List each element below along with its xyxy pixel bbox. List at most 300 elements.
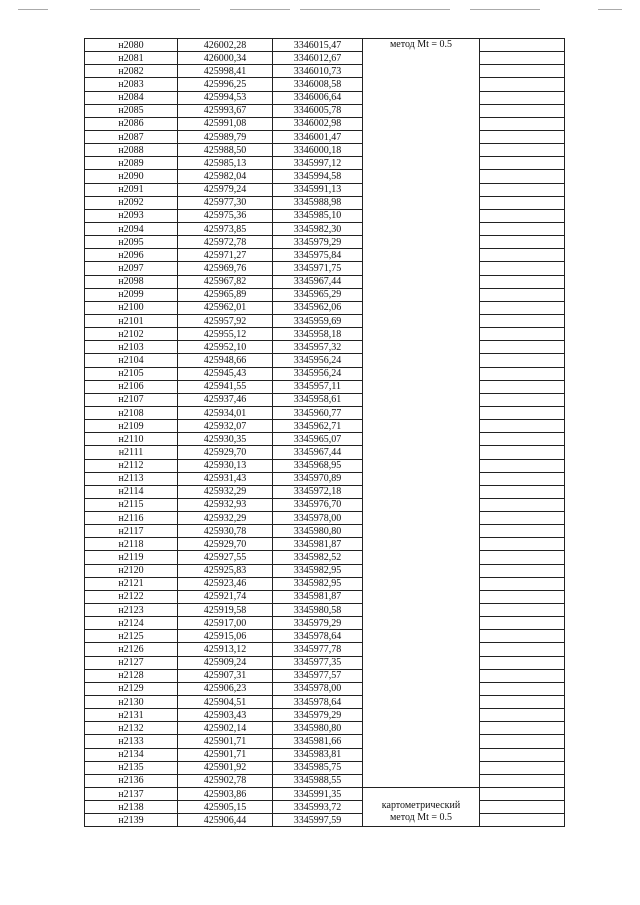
empty-cell <box>480 801 565 814</box>
y-coordinate-cell: 3346005,78 <box>273 104 363 117</box>
x-coordinate-cell: 425934,01 <box>178 406 273 419</box>
empty-cell <box>480 459 565 472</box>
y-coordinate-cell: 3346015,47 <box>273 39 363 52</box>
table-row <box>85 735 565 748</box>
y-coordinate-cell: 3345982,95 <box>273 577 363 590</box>
method-bottom-line2: метод Mt = 0.5 <box>389 812 453 824</box>
empty-cell <box>480 525 565 538</box>
empty-cell <box>480 367 565 380</box>
x-coordinate-cell: 425972,78 <box>178 236 273 249</box>
x-coordinate-cell: 425905,15 <box>178 801 273 814</box>
coordinates-table-body <box>85 39 565 827</box>
x-coordinate-cell: 425929,70 <box>178 538 273 551</box>
y-coordinate-cell: 3345991,35 <box>273 788 363 801</box>
point-name-cell: н2111 <box>85 446 178 459</box>
x-coordinate-cell: 426000,34 <box>178 52 273 65</box>
empty-cell <box>480 590 565 603</box>
table-row <box>85 485 565 498</box>
table-row <box>85 117 565 130</box>
x-coordinate-cell: 425973,85 <box>178 222 273 235</box>
x-coordinate-cell: 425917,00 <box>178 617 273 630</box>
empty-cell <box>480 814 565 827</box>
table-row <box>85 170 565 183</box>
point-name-cell: н2130 <box>85 696 178 709</box>
table-row <box>85 446 565 459</box>
empty-cell <box>480 682 565 695</box>
table-row <box>85 643 565 656</box>
point-name-cell: н2093 <box>85 209 178 222</box>
x-coordinate-cell: 425925,83 <box>178 564 273 577</box>
empty-cell <box>480 301 565 314</box>
point-name-cell: н2095 <box>85 236 178 249</box>
y-coordinate-cell: 3345967,44 <box>273 275 363 288</box>
empty-cell <box>480 275 565 288</box>
y-coordinate-cell: 3345981,66 <box>273 735 363 748</box>
x-coordinate-cell: 425969,76 <box>178 262 273 275</box>
empty-cell <box>480 788 565 801</box>
y-coordinate-cell: 3345982,52 <box>273 551 363 564</box>
x-coordinate-cell: 425931,43 <box>178 472 273 485</box>
empty-cell <box>480 39 565 52</box>
y-coordinate-cell: 3345988,55 <box>273 774 363 787</box>
point-name-cell: н2110 <box>85 433 178 446</box>
y-coordinate-cell: 3345970,89 <box>273 472 363 485</box>
x-coordinate-cell: 425930,35 <box>178 433 273 446</box>
x-coordinate-cell: 425901,92 <box>178 761 273 774</box>
y-coordinate-cell: 3345997,12 <box>273 157 363 170</box>
point-name-cell: н2134 <box>85 748 178 761</box>
point-name-cell: н2124 <box>85 617 178 630</box>
table-row <box>85 788 565 801</box>
empty-cell <box>480 104 565 117</box>
x-coordinate-cell: 425907,31 <box>178 669 273 682</box>
empty-cell <box>480 393 565 406</box>
x-coordinate-cell: 425988,50 <box>178 144 273 157</box>
point-name-cell: н2099 <box>85 288 178 301</box>
empty-cell <box>480 406 565 419</box>
y-coordinate-cell: 3345962,71 <box>273 420 363 433</box>
y-coordinate-cell: 3345971,75 <box>273 262 363 275</box>
table-row <box>85 406 565 419</box>
x-coordinate-cell: 425948,66 <box>178 354 273 367</box>
table-row <box>85 249 565 262</box>
empty-cell <box>480 669 565 682</box>
table-row <box>85 630 565 643</box>
point-name-cell: н2109 <box>85 420 178 433</box>
point-name-cell: н2104 <box>85 354 178 367</box>
x-coordinate-cell: 425962,01 <box>178 301 273 314</box>
x-coordinate-cell: 425971,27 <box>178 249 273 262</box>
empty-cell <box>480 538 565 551</box>
table-row <box>85 577 565 590</box>
empty-cell <box>480 485 565 498</box>
y-coordinate-cell: 3345977,35 <box>273 656 363 669</box>
empty-cell <box>480 420 565 433</box>
point-name-cell: н2092 <box>85 196 178 209</box>
table-row <box>85 420 565 433</box>
table-row <box>85 696 565 709</box>
y-coordinate-cell: 3345982,30 <box>273 222 363 235</box>
x-coordinate-cell: 425932,07 <box>178 420 273 433</box>
y-coordinate-cell: 3345978,64 <box>273 696 363 709</box>
y-coordinate-cell: 3346002,98 <box>273 117 363 130</box>
table-row <box>85 722 565 735</box>
table-row <box>85 39 565 52</box>
table-row <box>85 328 565 341</box>
table-row <box>85 512 565 525</box>
x-coordinate-cell: 425996,25 <box>178 78 273 91</box>
table-row <box>85 801 565 814</box>
table-row <box>85 91 565 104</box>
point-name-cell: н2090 <box>85 170 178 183</box>
y-coordinate-cell: 3345993,72 <box>273 801 363 814</box>
point-name-cell: н2135 <box>85 761 178 774</box>
point-name-cell: н2097 <box>85 262 178 275</box>
y-coordinate-cell: 3346001,47 <box>273 130 363 143</box>
table-row <box>85 301 565 314</box>
empty-cell <box>480 78 565 91</box>
y-coordinate-cell: 3345959,69 <box>273 314 363 327</box>
x-coordinate-cell: 425915,06 <box>178 630 273 643</box>
table-row <box>85 393 565 406</box>
empty-cell <box>480 709 565 722</box>
point-name-cell: н2115 <box>85 498 178 511</box>
x-coordinate-cell: 425975,36 <box>178 209 273 222</box>
x-coordinate-cell: 425932,29 <box>178 485 273 498</box>
y-coordinate-cell: 3345985,10 <box>273 209 363 222</box>
table-row <box>85 78 565 91</box>
point-name-cell: н2129 <box>85 682 178 695</box>
empty-cell <box>480 314 565 327</box>
x-coordinate-cell: 425919,58 <box>178 604 273 617</box>
point-name-cell: н2123 <box>85 604 178 617</box>
x-coordinate-cell: 425901,71 <box>178 735 273 748</box>
point-name-cell: н2091 <box>85 183 178 196</box>
y-coordinate-cell: 3345965,29 <box>273 288 363 301</box>
x-coordinate-cell: 425923,46 <box>178 577 273 590</box>
table-row <box>85 564 565 577</box>
empty-cell <box>480 157 565 170</box>
y-coordinate-cell: 3345968,95 <box>273 459 363 472</box>
table-row <box>85 761 565 774</box>
point-name-cell: н2088 <box>85 144 178 157</box>
empty-cell <box>480 91 565 104</box>
y-coordinate-cell: 3346008,58 <box>273 78 363 91</box>
point-name-cell: н2116 <box>85 512 178 525</box>
point-name-cell: н2103 <box>85 341 178 354</box>
y-coordinate-cell: 3345981,87 <box>273 538 363 551</box>
x-coordinate-cell: 425957,92 <box>178 314 273 327</box>
empty-cell <box>480 170 565 183</box>
point-name-cell: н2113 <box>85 472 178 485</box>
coordinates-table <box>84 38 565 827</box>
point-name-cell: н2085 <box>85 104 178 117</box>
table-row <box>85 774 565 787</box>
point-name-cell: н2118 <box>85 538 178 551</box>
table-row <box>85 367 565 380</box>
empty-cell <box>480 130 565 143</box>
scan-header-noise <box>0 0 640 20</box>
point-name-cell: н2122 <box>85 590 178 603</box>
y-coordinate-cell: 3345976,70 <box>273 498 363 511</box>
x-coordinate-cell: 425913,12 <box>178 643 273 656</box>
table-row <box>85 551 565 564</box>
table-row <box>85 709 565 722</box>
point-name-cell: н2101 <box>85 314 178 327</box>
point-name-cell: н2117 <box>85 525 178 538</box>
x-coordinate-cell: 425904,51 <box>178 696 273 709</box>
point-name-cell: н2087 <box>85 130 178 143</box>
empty-cell <box>480 722 565 735</box>
table-row <box>85 236 565 249</box>
table-row <box>85 656 565 669</box>
y-coordinate-cell: 3345977,78 <box>273 643 363 656</box>
y-coordinate-cell: 3345972,18 <box>273 485 363 498</box>
y-coordinate-cell: 3345957,11 <box>273 380 363 393</box>
x-coordinate-cell: 425929,70 <box>178 446 273 459</box>
x-coordinate-cell: 425902,14 <box>178 722 273 735</box>
table-row <box>85 196 565 209</box>
x-coordinate-cell: 425901,71 <box>178 748 273 761</box>
y-coordinate-cell: 3346010,73 <box>273 65 363 78</box>
table-row <box>85 433 565 446</box>
table-row <box>85 604 565 617</box>
table-row <box>85 52 565 65</box>
point-name-cell: н2107 <box>85 393 178 406</box>
empty-cell <box>480 498 565 511</box>
y-coordinate-cell: 3345980,58 <box>273 604 363 617</box>
empty-cell <box>480 249 565 262</box>
point-name-cell: н2098 <box>85 275 178 288</box>
y-coordinate-cell: 3345967,44 <box>273 446 363 459</box>
empty-cell <box>480 577 565 590</box>
empty-cell <box>480 512 565 525</box>
empty-cell <box>480 196 565 209</box>
table-row <box>85 209 565 222</box>
empty-cell <box>480 209 565 222</box>
method-bottom-cell <box>363 788 480 827</box>
x-coordinate-cell: 425967,82 <box>178 275 273 288</box>
point-name-cell: н2136 <box>85 774 178 787</box>
table-row <box>85 748 565 761</box>
table-row <box>85 262 565 275</box>
x-coordinate-cell: 425998,41 <box>178 65 273 78</box>
point-name-cell: н2119 <box>85 551 178 564</box>
y-coordinate-cell: 3345980,80 <box>273 722 363 735</box>
empty-cell <box>480 354 565 367</box>
x-coordinate-cell: 425903,43 <box>178 709 273 722</box>
point-name-cell: н2086 <box>85 117 178 130</box>
point-name-cell: н2108 <box>85 406 178 419</box>
y-coordinate-cell: 3345958,18 <box>273 328 363 341</box>
table-row <box>85 341 565 354</box>
table-row <box>85 459 565 472</box>
point-name-cell: н2126 <box>85 643 178 656</box>
point-name-cell: н2131 <box>85 709 178 722</box>
y-coordinate-cell: 3345980,80 <box>273 525 363 538</box>
x-coordinate-cell: 425930,13 <box>178 459 273 472</box>
point-name-cell: н2125 <box>85 630 178 643</box>
x-coordinate-cell: 426002,28 <box>178 39 273 52</box>
point-name-cell: н2083 <box>85 78 178 91</box>
x-coordinate-cell: 425906,44 <box>178 814 273 827</box>
x-coordinate-cell: 425941,55 <box>178 380 273 393</box>
y-coordinate-cell: 3345956,24 <box>273 367 363 380</box>
y-coordinate-cell: 3345985,75 <box>273 761 363 774</box>
point-name-cell: н2128 <box>85 669 178 682</box>
x-coordinate-cell: 425979,24 <box>178 183 273 196</box>
empty-cell <box>480 643 565 656</box>
x-coordinate-cell: 425945,43 <box>178 367 273 380</box>
x-coordinate-cell: 425991,08 <box>178 117 273 130</box>
table-row <box>85 288 565 301</box>
table-row <box>85 525 565 538</box>
x-coordinate-cell: 425989,79 <box>178 130 273 143</box>
y-coordinate-cell: 3345956,24 <box>273 354 363 367</box>
x-coordinate-cell: 425994,53 <box>178 91 273 104</box>
point-name-cell: н2139 <box>85 814 178 827</box>
x-coordinate-cell: 425927,55 <box>178 551 273 564</box>
table-row <box>85 538 565 551</box>
point-name-cell: н2094 <box>85 222 178 235</box>
y-coordinate-cell: 3345965,07 <box>273 433 363 446</box>
y-coordinate-cell: 3345979,29 <box>273 709 363 722</box>
table-row <box>85 130 565 143</box>
x-coordinate-cell: 425903,86 <box>178 788 273 801</box>
empty-cell <box>480 748 565 761</box>
y-coordinate-cell: 3345991,13 <box>273 183 363 196</box>
empty-cell <box>480 52 565 65</box>
y-coordinate-cell: 3345983,81 <box>273 748 363 761</box>
table-row <box>85 814 565 827</box>
point-name-cell: н2089 <box>85 157 178 170</box>
x-coordinate-cell: 425982,04 <box>178 170 273 183</box>
table-row <box>85 590 565 603</box>
point-name-cell: н2081 <box>85 52 178 65</box>
x-coordinate-cell: 425921,74 <box>178 590 273 603</box>
table-row <box>85 617 565 630</box>
x-coordinate-cell: 425985,13 <box>178 157 273 170</box>
y-coordinate-cell: 3345981,87 <box>273 590 363 603</box>
y-coordinate-cell: 3345978,00 <box>273 682 363 695</box>
table-row <box>85 682 565 695</box>
empty-cell <box>480 117 565 130</box>
point-name-cell: н2100 <box>85 301 178 314</box>
x-coordinate-cell: 425977,30 <box>178 196 273 209</box>
y-coordinate-cell: 3345988,98 <box>273 196 363 209</box>
empty-cell <box>480 183 565 196</box>
table-row <box>85 144 565 157</box>
x-coordinate-cell: 425965,89 <box>178 288 273 301</box>
table-row <box>85 354 565 367</box>
point-name-cell: н2112 <box>85 459 178 472</box>
empty-cell <box>480 696 565 709</box>
y-coordinate-cell: 3346006,64 <box>273 91 363 104</box>
x-coordinate-cell: 425902,78 <box>178 774 273 787</box>
point-name-cell: н2127 <box>85 656 178 669</box>
table-row <box>85 183 565 196</box>
y-coordinate-cell: 3345962,06 <box>273 301 363 314</box>
point-name-cell: н2133 <box>85 735 178 748</box>
empty-cell <box>480 236 565 249</box>
table-row <box>85 498 565 511</box>
x-coordinate-cell: 425932,93 <box>178 498 273 511</box>
empty-cell <box>480 341 565 354</box>
y-coordinate-cell: 3345978,64 <box>273 630 363 643</box>
x-coordinate-cell: 425932,29 <box>178 512 273 525</box>
empty-cell <box>480 617 565 630</box>
point-name-cell: н2080 <box>85 39 178 52</box>
x-coordinate-cell: 425955,12 <box>178 328 273 341</box>
y-coordinate-cell: 3345960,77 <box>273 406 363 419</box>
empty-cell <box>480 262 565 275</box>
table-row <box>85 222 565 235</box>
y-coordinate-cell: 3345957,32 <box>273 341 363 354</box>
point-name-cell: н2137 <box>85 788 178 801</box>
empty-cell <box>480 735 565 748</box>
point-name-cell: н2096 <box>85 249 178 262</box>
table-row <box>85 380 565 393</box>
x-coordinate-cell: 425909,24 <box>178 656 273 669</box>
empty-cell <box>480 222 565 235</box>
y-coordinate-cell: 3346012,67 <box>273 52 363 65</box>
point-name-cell: н2132 <box>85 722 178 735</box>
point-name-cell: н2105 <box>85 367 178 380</box>
y-coordinate-cell: 3345979,29 <box>273 617 363 630</box>
table-row <box>85 669 565 682</box>
point-name-cell: н2120 <box>85 564 178 577</box>
empty-cell <box>480 551 565 564</box>
empty-cell <box>480 604 565 617</box>
x-coordinate-cell: 425906,23 <box>178 682 273 695</box>
point-name-cell: н2082 <box>85 65 178 78</box>
method-top-cell: метод Mt = 0.5 <box>363 39 480 788</box>
empty-cell <box>480 564 565 577</box>
x-coordinate-cell: 425930,78 <box>178 525 273 538</box>
y-coordinate-cell: 3345982,95 <box>273 564 363 577</box>
empty-cell <box>480 144 565 157</box>
x-coordinate-cell: 425993,67 <box>178 104 273 117</box>
point-name-cell: н2084 <box>85 91 178 104</box>
empty-cell <box>480 761 565 774</box>
y-coordinate-cell: 3345994,58 <box>273 170 363 183</box>
empty-cell <box>480 65 565 78</box>
y-coordinate-cell: 3345977,57 <box>273 669 363 682</box>
point-name-cell: н2106 <box>85 380 178 393</box>
empty-cell <box>480 774 565 787</box>
point-name-cell: н2138 <box>85 801 178 814</box>
empty-cell <box>480 472 565 485</box>
x-coordinate-cell: 425952,10 <box>178 341 273 354</box>
y-coordinate-cell: 3345958,61 <box>273 393 363 406</box>
table-row <box>85 104 565 117</box>
empty-cell <box>480 288 565 301</box>
y-coordinate-cell: 3345997,59 <box>273 814 363 827</box>
point-name-cell: н2102 <box>85 328 178 341</box>
x-coordinate-cell: 425937,46 <box>178 393 273 406</box>
table-row <box>85 157 565 170</box>
empty-cell <box>480 656 565 669</box>
table-row <box>85 65 565 78</box>
y-coordinate-cell: 3345975,84 <box>273 249 363 262</box>
empty-cell <box>480 328 565 341</box>
table-row <box>85 275 565 288</box>
y-coordinate-cell: 3345978,00 <box>273 512 363 525</box>
empty-cell <box>480 380 565 393</box>
table-row <box>85 314 565 327</box>
y-coordinate-cell: 3346000,18 <box>273 144 363 157</box>
point-name-cell: н2121 <box>85 577 178 590</box>
